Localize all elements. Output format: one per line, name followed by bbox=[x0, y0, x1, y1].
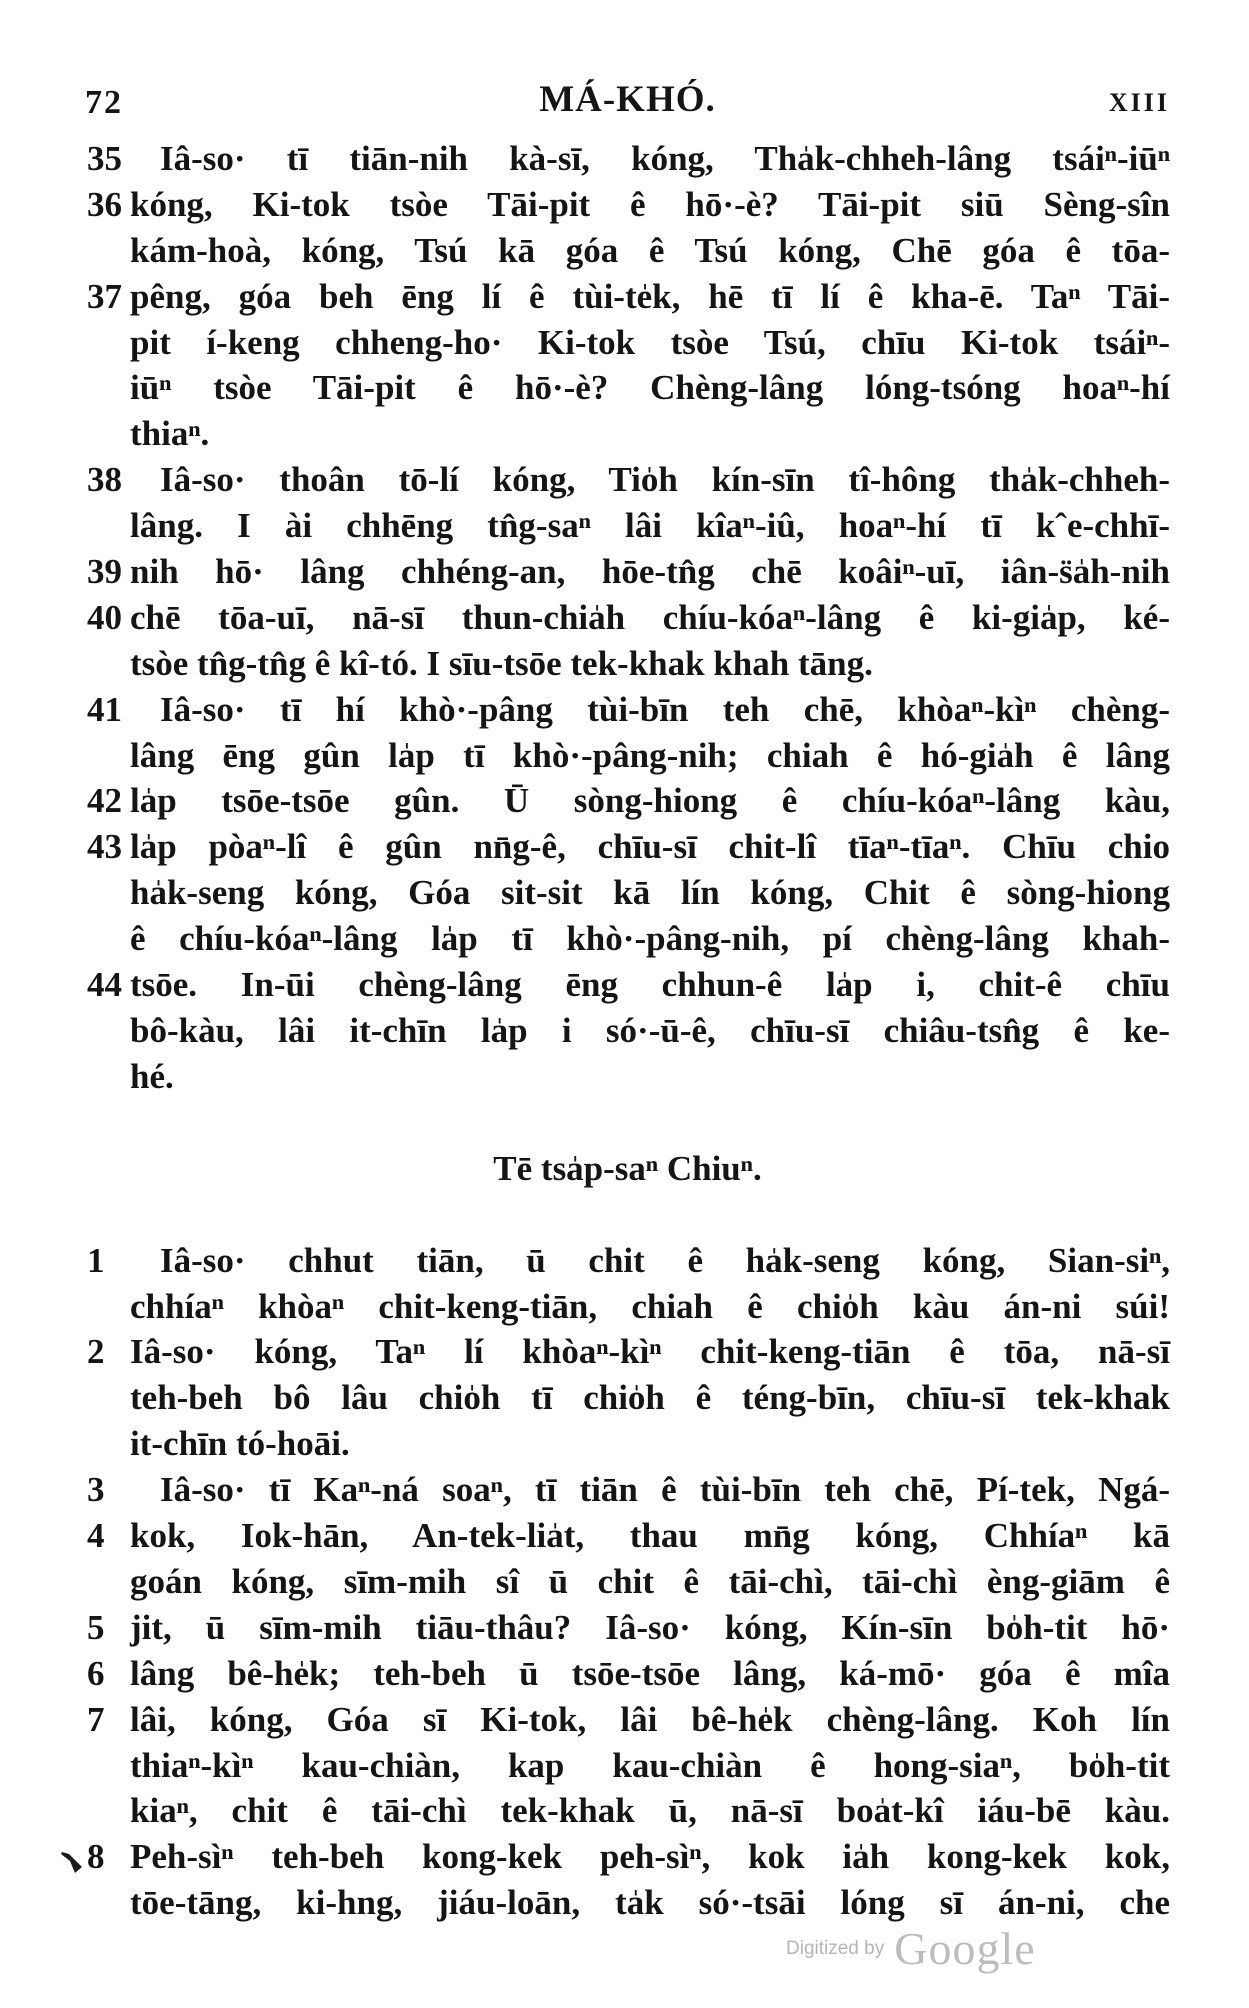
verse-text: kiaⁿ, chit ê tāi-chì tek-khak ū, nā-sī boa̍t-kî iáu-bē kàu. bbox=[130, 1791, 1170, 1831]
text-line bbox=[85, 733, 1170, 779]
text-line bbox=[85, 641, 1170, 687]
ink-blot-mark bbox=[60, 1851, 88, 1875]
text-column bbox=[85, 136, 1170, 1926]
verse-text: kóng, Ki-tok tsòe Tāi-pit ê hō·-è? Tāi-pit siū Sèng-sîn bbox=[130, 184, 1170, 224]
text-line bbox=[85, 549, 1170, 595]
verse-number: 1 bbox=[87, 1240, 105, 1280]
text-line bbox=[85, 320, 1170, 366]
chapter-roman-numeral: XIII bbox=[1108, 88, 1170, 117]
text-line bbox=[85, 1559, 1170, 1605]
text-line bbox=[85, 1375, 1170, 1421]
verse-text: chhíaⁿ khòaⁿ chit-keng-tiān, chiah ê chio̍h kàu án-ni súi! bbox=[130, 1286, 1170, 1326]
text-line bbox=[85, 1238, 1170, 1284]
verse-number: 35 bbox=[87, 139, 122, 178]
text-line bbox=[85, 1513, 1170, 1559]
verse-text: la̍p tsōe-tsōe gûn. Ū sòng-hiong ê chíu-kóaⁿ-lâng kàu, bbox=[130, 781, 1170, 821]
text-line bbox=[85, 274, 1170, 320]
chapter-heading: Tē tsa̍p-saⁿ Chiuⁿ. bbox=[493, 1148, 762, 1188]
verse-text: Iâ-so· kóng, Taⁿ lí khòaⁿ-kìⁿ chit-keng-tiān ê tōa, nā-sī bbox=[130, 1332, 1170, 1372]
verse-text: Iâ-so· tī tiān-nih kà-sī, kóng, Tha̍k-chheh-lâng tsáiⁿ-iūⁿ bbox=[160, 139, 1170, 178]
verse-number: 36 bbox=[87, 184, 122, 224]
verse-number: 4 bbox=[87, 1516, 105, 1556]
verse-text: jit, ū sīm-mih tiāu-thâu? Iâ-so· kóng, Kín-sīn bo̍h-tit hō· bbox=[130, 1607, 1170, 1647]
verse-text: thiaⁿ. bbox=[130, 414, 210, 454]
text-line bbox=[85, 870, 1170, 916]
verse-text: tsòe tn̂g-tn̂g ê kî-tó. I sīu-tsōe tek-khak khah tāng. bbox=[130, 643, 873, 683]
verse-text: pit í-keng chheng-ho· Ki-tok tsòe Tsú, chīu Ki-tok tsáiⁿ- bbox=[130, 322, 1170, 362]
text-line bbox=[85, 687, 1170, 733]
verse-text: lâng bê-he̍k; teh-beh ū tsōe-tsōe lâng, ká-mō· góa ê mîa bbox=[130, 1653, 1170, 1693]
verse-number: 38 bbox=[87, 460, 122, 500]
verse-text: chē tōa-uī, nā-sī thun-chia̍h chíu-kóaⁿ-lâng ê ki-gia̍p, ké- bbox=[130, 597, 1170, 637]
verse-number: 8 bbox=[87, 1837, 105, 1877]
verse-text: lâng. I ài chhēng tn̂g-saⁿ lâi kîaⁿ-iû, hoaⁿ-hí tī kˆe-chhī- bbox=[130, 506, 1170, 546]
text-line bbox=[85, 503, 1170, 549]
verse-number: 44 bbox=[87, 965, 122, 1005]
verse-text: pêng, góa beh ēng lí ê tùi-te̍k, hē tī lí ê kha-ē. Taⁿ Tāi- bbox=[130, 276, 1170, 316]
running-header bbox=[85, 78, 1170, 124]
verse-text: ê chíu-kóaⁿ-lâng la̍p tī khò·-pâng-nih, pí chèng-lâng khah- bbox=[130, 919, 1170, 959]
text-line bbox=[85, 1284, 1170, 1330]
text-line bbox=[85, 1605, 1170, 1651]
verse-text: thiaⁿ-kìⁿ kau-chiàn, kap kau-chiàn ê hong-siaⁿ, bo̍h-tit bbox=[130, 1745, 1170, 1785]
verse-number: 39 bbox=[87, 552, 122, 592]
page-number: 72 bbox=[85, 84, 123, 121]
text-line bbox=[85, 228, 1170, 274]
text-line bbox=[85, 1467, 1170, 1513]
text-line bbox=[85, 411, 1170, 457]
verse-text: Iâ-so· chhut tiān, ū chit ê ha̍k-seng kóng, Sian-siⁿ, bbox=[160, 1240, 1170, 1280]
text-line bbox=[85, 1651, 1170, 1697]
verse-text: Iâ-so· thoân tō-lí kóng, Tio̍h kín-sīn tî-hông tha̍k-chheh- bbox=[160, 460, 1170, 500]
verse-number: 5 bbox=[87, 1607, 105, 1647]
text-line bbox=[85, 136, 1170, 182]
verse-text: bô-kàu, lâi it-chīn la̍p i só·-ū-ê, chīu-sī chiâu-tsn̂g ê ke- bbox=[130, 1010, 1170, 1050]
text-line bbox=[85, 1421, 1170, 1467]
text-line bbox=[85, 1697, 1170, 1743]
verse-text: tōe-tāng, ki-hng, jiáu-loān, ta̍k só·-tsāi lóng sī án-ni, che bbox=[130, 1883, 1170, 1923]
verse-text: hé. bbox=[130, 1056, 174, 1096]
verse-text: goán kóng, sīm-mih sî ū chit ê tāi-chì, tāi-chì èng-giām ê bbox=[130, 1561, 1170, 1601]
verse-number: 37 bbox=[87, 276, 122, 316]
text-line bbox=[85, 595, 1170, 641]
text-line bbox=[85, 778, 1170, 824]
verse-text: Iâ-so· tī hí khò·-pâng tùi-bīn teh chē, khòaⁿ-kìⁿ chèng- bbox=[160, 689, 1170, 729]
verse-text: Peh-sìⁿ teh-beh kong-kek peh-sìⁿ, kok ia̍h kong-kek kok, bbox=[130, 1837, 1170, 1877]
text-line bbox=[85, 1329, 1170, 1375]
text-line bbox=[85, 1834, 1170, 1880]
watermark-prefix: Digitized by bbox=[786, 1937, 885, 1959]
text-line bbox=[85, 1054, 1170, 1100]
book-title: MÁ-KHÓ. bbox=[539, 79, 716, 120]
verse-text: lâng ēng gûn la̍p tī khò·-pâng-nih; chiah ê hó-gia̍h ê lâng bbox=[130, 735, 1170, 775]
verse-text: ha̍k-seng kóng, Góa sit-sit kā lín kóng, Chit ê sòng-hiong bbox=[130, 873, 1170, 913]
text-line bbox=[85, 182, 1170, 228]
verse-text: iūⁿ tsòe Tāi-pit ê hō·-è? Chèng-lâng lóng-tsóng hoaⁿ-hí bbox=[130, 368, 1170, 408]
text-line bbox=[85, 365, 1170, 411]
text-line bbox=[85, 962, 1170, 1008]
verse-number: 42 bbox=[87, 781, 122, 821]
text-line bbox=[85, 457, 1170, 503]
text-line bbox=[85, 1008, 1170, 1054]
verse-number: 40 bbox=[87, 597, 122, 637]
verse-number: 2 bbox=[87, 1332, 105, 1372]
verse-text: tsōe. In-ūi chèng-lâng ēng chhun-ê la̍p i, chit-ê chīu bbox=[130, 965, 1170, 1005]
verses-block-chapter-12 bbox=[85, 136, 1170, 1100]
verse-text: nih hō· lâng chhéng-an, hōe-tn̂g chē koâiⁿ-uī, iân-s̈a̍h-nih bbox=[130, 552, 1170, 592]
text-line bbox=[85, 1788, 1170, 1834]
verses-block-chapter-13 bbox=[85, 1238, 1170, 1926]
verse-text: lâi, kóng, Góa sī Ki-tok, lâi bê-he̍k chèng-lâng. Koh lín bbox=[130, 1699, 1170, 1739]
verse-number: 7 bbox=[87, 1699, 105, 1739]
text-line bbox=[85, 1743, 1170, 1789]
verse-text: kám-hoà, kóng, Tsú kā góa ê Tsú kóng, Chē góa ê tōa- bbox=[130, 230, 1170, 270]
text-line bbox=[85, 824, 1170, 870]
digitized-watermark bbox=[786, 1922, 1036, 1975]
verse-number: 43 bbox=[87, 827, 122, 867]
verse-text: Iâ-so· tī Kaⁿ-ná soaⁿ, tī tiān ê tùi-bīn teh chē, Pí-tek, Ngá- bbox=[160, 1470, 1170, 1510]
verse-text: la̍p pòaⁿ-lî ê gûn nn̄g-ê, chīu-sī chit-lî tīaⁿ-tīaⁿ. Chīu chio bbox=[130, 827, 1170, 867]
verse-number: 3 bbox=[87, 1470, 105, 1510]
text-line bbox=[85, 916, 1170, 962]
verse-number: 6 bbox=[87, 1653, 105, 1693]
google-logo: Google bbox=[894, 1923, 1036, 1974]
text-line bbox=[85, 1880, 1170, 1926]
verse-text: teh-beh bô lâu chio̍h tī chio̍h ê téng-bīn, chīu-sī tek-khak bbox=[130, 1378, 1170, 1418]
verse-text: it-chīn tó-hoāi. bbox=[130, 1424, 350, 1464]
verse-text: kok, Iok-hān, An-tek-lia̍t, thau mn̄g kóng, Chhíaⁿ kā bbox=[130, 1516, 1170, 1556]
verse-number: 41 bbox=[87, 689, 122, 729]
